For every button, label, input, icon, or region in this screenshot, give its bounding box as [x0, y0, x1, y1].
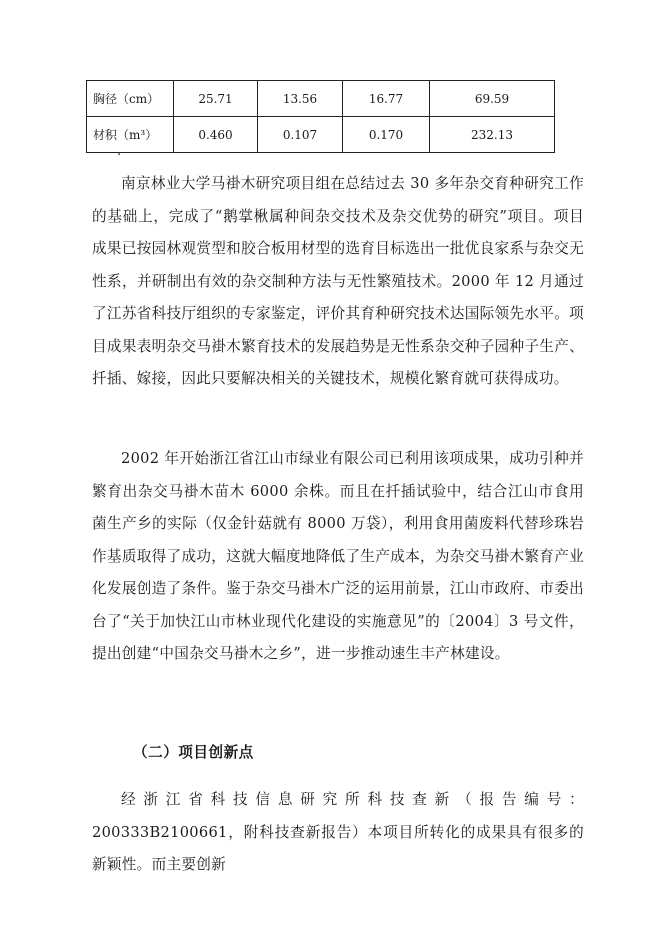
- table-cell: 232.13: [430, 117, 555, 153]
- paragraph-jiangshan-application: [92, 443, 584, 671]
- measurement-table: [86, 80, 555, 153]
- paragraph-mark: •: [117, 151, 122, 159]
- table-cell: 13.56: [258, 81, 343, 117]
- table-cell: 25.71: [174, 81, 258, 117]
- table-row: [87, 81, 555, 117]
- section-heading: （二）项目创新点: [133, 744, 254, 761]
- paragraph-research-summary: [92, 168, 584, 396]
- paragraph-novelty-search: [92, 784, 584, 882]
- paragraph-text: 南京林业大学马褂木研究项目组在总结过去 30 多年杂交育种研究工作的基础上，完成了“鹅掌楸属种间杂交技术及杂交优势的研究”项目。项目成果已按园林观赏型和胶合板用材型的选育目标选出一批优良家系与杂交无性系，并研制出有效的杂交制种方法与无性繁殖技术。2000 年 12 月通过了江苏省科技厅组织的专家鉴定，评价其育种研究技术达国际领先水平。项目成果表明杂交马褂木繁育技术的发展趋势是无性系杂交种子园种子生产、扦插、嫁接，因此只要解决相关的关键技术，规模化繁育就可获得成功。: [92, 175, 584, 387]
- row-label-dbh: 胸径（cm）: [87, 81, 174, 117]
- table-cell: 0.460: [174, 117, 258, 153]
- table-cell: 0.170: [343, 117, 430, 153]
- table-row: [87, 117, 555, 153]
- table-cell: 69.59: [430, 81, 555, 117]
- row-label-volume: 材积（m³）: [87, 117, 174, 153]
- table-cell: 0.107: [258, 117, 343, 153]
- paragraph-text: 经浙江省科技信息研究所科技查新（报告编号：200333B2100661，附科技查新报告）本项目所转化的成果具有很多的新颖性。而主要创新: [92, 791, 584, 873]
- table-cell: 16.77: [343, 81, 430, 117]
- paragraph-text: 2002 年开始浙江省江山市绿业有限公司已利用该项成果，成功引种并繁育出杂交马褂木苗木 6000 余株。而且在扦插试验中，结合江山市食用菌生产乡的实际（仅金针菇就有 8000 万袋），利用食用菌废料代替珍珠岩作基质取得了成功，这就大幅度地降低了生产成本，为杂交马褂木繁育产业化发展创造了条件。鉴于杂交马褂木广泛的运用前景，江山市政府、市委出台了“关于加快江山市林业现代化建设的实施意见”的〔2004〕3 号文件，提出创建“中国杂交马褂木之乡”，进一步推动速生丰产林建设。: [92, 450, 584, 662]
